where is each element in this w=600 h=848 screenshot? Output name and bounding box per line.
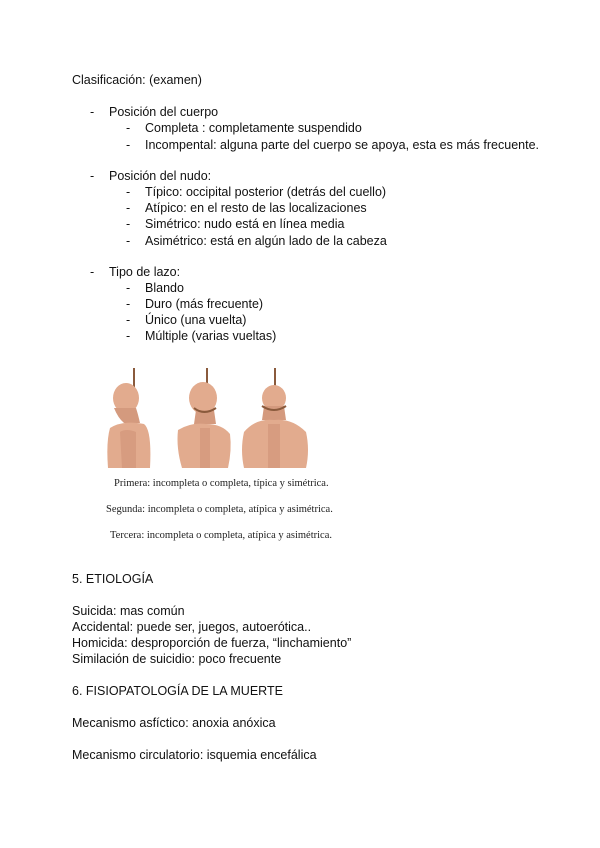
bullet-dash: - (126, 297, 131, 311)
list-item: Atípico: en el resto de las localizaciones (145, 201, 367, 215)
hanging-figures-illustration (96, 368, 356, 468)
figure-caption-first: Primera: incompleta o completa, típica y simétrica. (114, 478, 329, 489)
circulatory-mechanism: Mecanismo circulatorio: isquemia encefálica (72, 748, 317, 762)
bullet-dash: - (126, 217, 131, 231)
bullet-dash: - (126, 138, 131, 152)
hanging-positions-figure (96, 368, 356, 554)
bullet-dash: - (90, 265, 95, 279)
bullet-dash: - (126, 281, 131, 295)
etiology-line: Suicida: mas común (72, 604, 185, 618)
physiopathology-heading: 6. FISIOPATOLOGÍA DE LA MUERTE (72, 684, 283, 698)
list-item: Único (una vuelta) (145, 313, 247, 327)
asphyctic-mechanism: Mecanismo asfíctico: anoxia anóxica (72, 716, 276, 730)
bullet-dash: - (126, 234, 131, 248)
list-item: Simétrico: nudo está en línea media (145, 217, 345, 231)
etiology-heading: 5. ETIOLOGÍA (72, 572, 154, 586)
etiology-line: Accidental: puede ser, juegos, autoerótica.. (72, 620, 312, 634)
list-item: Asimétrico: está en algún lado de la cabeza (145, 234, 387, 248)
figure-typical-symmetric (107, 368, 150, 468)
bullet-dash: - (126, 201, 131, 215)
list-item: Incompental: alguna parte del cuerpo se apoya, esta es más frecuente. (145, 138, 539, 152)
etiology-line: Homicida: desproporción de fuerza, “linchamiento” (72, 636, 352, 650)
classification-title: Clasificación: (examen) (72, 73, 202, 87)
group-label-body-position: Posición del cuerpo (109, 105, 219, 119)
list-item: Blando (145, 281, 184, 295)
figure-caption-second: Segunda: incompleta o completa, atípica y asimétrica. (106, 504, 333, 515)
figure-caption-third: Tercera: incompleta o completa, atípica y asimétrica. (110, 530, 332, 541)
bullet-dash: - (126, 185, 131, 199)
bullet-dash: - (90, 105, 95, 119)
figure-atypical-asymmetric-1 (178, 368, 231, 468)
list-item: Típico: occipital posterior (detrás del cuello) (145, 185, 387, 199)
group-label-noose-type: Tipo de lazo: (109, 265, 181, 279)
bullet-dash: - (126, 121, 131, 135)
list-item: Múltiple (varias vueltas) (145, 329, 277, 343)
list-item: Duro (más frecuente) (145, 297, 264, 311)
bullet-dash: - (126, 313, 131, 327)
bullet-dash: - (90, 169, 95, 183)
figure-atypical-asymmetric-2 (242, 368, 308, 468)
bullet-dash: - (126, 329, 131, 343)
etiology-line: Similación de suicidio: poco frecuente (72, 652, 282, 666)
group-label-knot-position: Posición del nudo: (109, 169, 212, 183)
list-item: Completa : completamente suspendido (145, 121, 362, 135)
